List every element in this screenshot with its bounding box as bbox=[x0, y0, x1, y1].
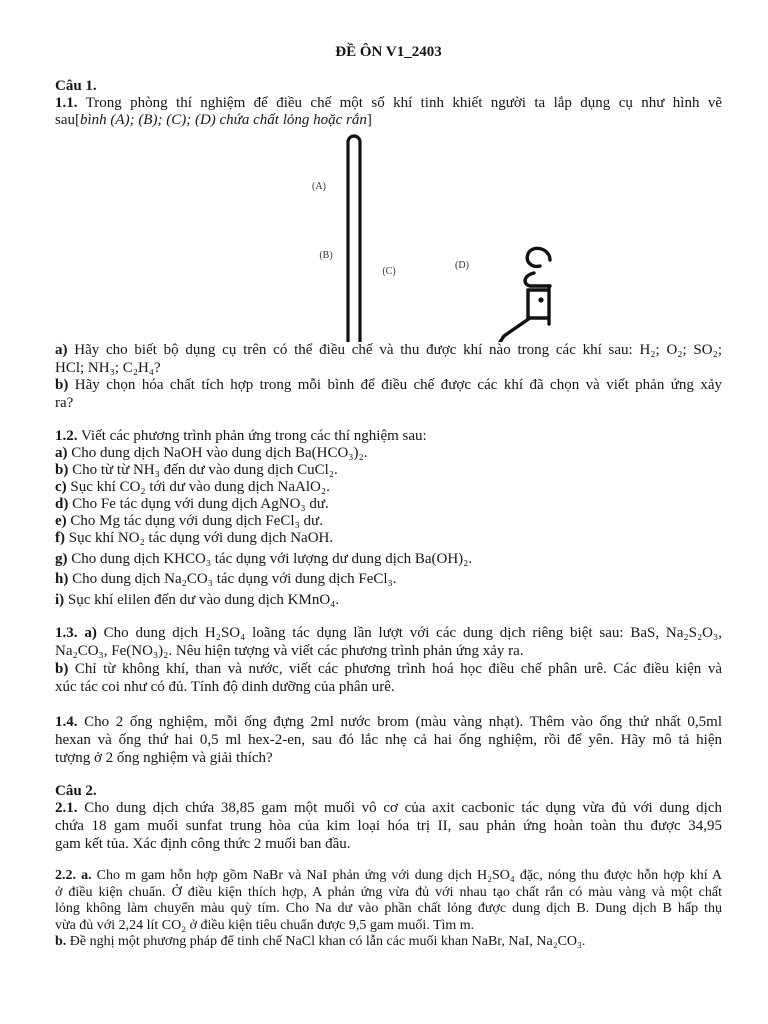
flask-hook bbox=[527, 248, 550, 266]
question-1-3 bbox=[55, 624, 722, 696]
figure-label-b: (B) bbox=[319, 250, 333, 261]
text-line: tượng ở 2 ống nghiệm và giải thích? bbox=[55, 750, 273, 766]
apparatus-figure bbox=[0, 128, 768, 342]
item-text: Cho Fe tác dụng với dung dịch AgNO₃ dư. bbox=[72, 496, 329, 512]
item-label: 1.2. bbox=[55, 428, 78, 444]
question-2-2 bbox=[55, 868, 722, 951]
text-line bbox=[55, 377, 722, 395]
list-item bbox=[55, 479, 722, 496]
item-label: 1.1. bbox=[55, 95, 78, 111]
item-label: g) bbox=[55, 550, 68, 567]
item-label: c) bbox=[55, 479, 67, 495]
text-line: lỏng không làm chuyển màu quỳ tím. Cho Na dư vào phần chất lỏng được dung dịch B. Dung dịch B hấp thụ bbox=[55, 901, 722, 916]
line-text: Chỉ từ không khí, than và nước, viết các phương trình hoá học điều chế phân urê. Các điều kiện và bbox=[74, 661, 723, 677]
text-line bbox=[55, 660, 722, 678]
text-line bbox=[55, 112, 722, 129]
line-text: Cho m gam hỗn hợp gồm NaBr và NaI phản ứng với dung dịch H₂SO₄ đặc, nóng thu được hỗn hợp khí A bbox=[96, 868, 723, 883]
item-text: Cho Mg tác dụng với dung dịch FeCl₃ dư. bbox=[70, 513, 323, 529]
figure-label-c: (C) bbox=[382, 266, 396, 277]
list-item bbox=[55, 513, 722, 530]
item-label: b) bbox=[55, 661, 69, 677]
text-line: ra? bbox=[55, 394, 74, 411]
item-label: a) bbox=[55, 342, 68, 358]
tube-drawing bbox=[348, 136, 360, 342]
flask-neck bbox=[500, 318, 530, 342]
text-line: Na₂CO₃, Fe(NO₃)₂. Nêu hiện tượng và viết các phương trình phản ứng xảy ra. bbox=[55, 643, 524, 659]
text-line bbox=[55, 713, 722, 731]
item-label: 1.3. a) bbox=[55, 625, 97, 641]
line-text: Hãy chọn hóa chất tích hợp trong mỗi bình để điều chế được các khí đã chọn và viết phản ứng xảy bbox=[74, 377, 723, 393]
question-1-4 bbox=[55, 713, 722, 767]
text-line bbox=[55, 95, 722, 112]
flask-stopper-dot bbox=[538, 297, 543, 302]
flask-curl bbox=[525, 273, 550, 286]
item-label: b. bbox=[55, 934, 67, 949]
text-line bbox=[55, 934, 722, 951]
item-text: Sục khí NO₂ tác dụng với dung dịch NaOH. bbox=[68, 530, 334, 546]
item-label: a) bbox=[55, 445, 68, 461]
text-line: gam kết tủa. Xác định công thức 2 muối ban đầu. bbox=[55, 836, 351, 852]
figure-label-d: (D) bbox=[455, 260, 469, 271]
question-1-1 bbox=[55, 95, 722, 129]
question-1-1-b bbox=[55, 377, 722, 412]
line-text: Đề nghị một phương pháp để tinh chế NaCl khan có lẫn các muối khan NaBr, NaI, Na₂CO₃. bbox=[69, 934, 586, 949]
text-line: HCl; NH₃; C₂H₄? bbox=[55, 359, 161, 376]
question-2-heading: Câu 2. bbox=[55, 783, 97, 799]
list-item bbox=[55, 592, 722, 609]
text-line bbox=[55, 624, 722, 642]
text-line: ở điều kiện chuẩn. Ở điều kiện thích hợp, A phản ứng vừa đủ với nhau tạo chất rắn có màu vàng và một chất bbox=[55, 884, 722, 900]
item-text: Cho dung dịch NaOH vào dung dịch Ba(HCO₃)₂. bbox=[71, 445, 368, 461]
question-1-heading: Câu 1. bbox=[55, 78, 97, 94]
item-text: Sục khí CO₂ tới dư vào dung dịch NaAlO₂. bbox=[70, 479, 330, 495]
document-title: ĐỀ ÔN V1_2403 bbox=[335, 44, 442, 60]
list-item bbox=[55, 496, 722, 513]
item-label: b) bbox=[55, 462, 69, 478]
text-line bbox=[55, 868, 722, 885]
text-line bbox=[55, 342, 722, 360]
line-text: sau[ bbox=[55, 112, 80, 128]
text-line bbox=[55, 799, 722, 817]
list-item bbox=[55, 551, 722, 568]
item-label: 1.4. bbox=[55, 714, 78, 730]
bracket-note: bình (A); (B); (C); (D) chứa chất lỏng hoặc rắn bbox=[80, 112, 367, 128]
item-label: h) bbox=[55, 571, 69, 587]
list-item bbox=[55, 571, 722, 588]
text-line bbox=[55, 428, 722, 445]
flask-drawing bbox=[500, 248, 550, 342]
list-item bbox=[55, 530, 722, 547]
item-text: Cho dung dịch Na₂CO₃ tác dụng với dung dịch FeCl₃. bbox=[72, 571, 397, 587]
text-line: xúc tác coi như có đủ. Tính độ dinh dưỡng của phân urê. bbox=[55, 679, 395, 695]
line-text: Cho 2 ống nghiệm, mỗi ống đựng 2ml nước brom (màu vàng nhạt). Thêm vào ống thứ nhất 0,5ml bbox=[84, 714, 723, 730]
item-label: b) bbox=[55, 377, 69, 393]
line-text: Trong phòng thí nghiệm để điều chế một số khí tinh khiết người ta lắp dụng cụ như hình vẽ bbox=[85, 95, 722, 111]
item-text: Cho từ từ NH₃ đến dư vào dung dịch CuCl₂. bbox=[72, 462, 338, 478]
figure-label-a: (A) bbox=[312, 181, 326, 192]
question-1-2 bbox=[55, 428, 722, 609]
list-item bbox=[55, 462, 722, 479]
line-text: Cho dung dịch H₂SO₄ loãng tác dụng lần lượt với các dung dịch riêng biệt sau: BaS, Na₂S₂O₃, bbox=[103, 625, 722, 641]
text-line: hexan và ống thứ hai 0,5 ml hex-2-en, sau đó lắc nhẹ cả hai ống nghiệm, rồi để yên. Hãy mô tả hiện bbox=[55, 732, 722, 748]
item-text: Cho dung dịch KHCO₃ tác dụng với lượng dư dung dịch Ba(OH)₂. bbox=[71, 550, 473, 567]
item-label: f) bbox=[55, 530, 65, 546]
question-2-1 bbox=[55, 799, 722, 853]
text-line: chứa 18 gam muối sunfat trung hòa của kim loại hóa trị II, sau phản ứng hoàn toàn thu được 34,95 bbox=[55, 818, 722, 834]
item-label: i) bbox=[55, 591, 65, 608]
line-text: Viết các phương trình phản ứng trong các thí nghiệm sau: bbox=[80, 428, 427, 444]
line-text: Hãy cho biết bộ dụng cụ trên có thể điều chế và thu được khí nào trong các khí sau: H₂; O₂; SO₂; bbox=[74, 342, 723, 358]
item-text: Sục khí elilen đến dư vào dung dịch KMnO₄. bbox=[67, 591, 340, 608]
question-1-1-a bbox=[55, 342, 722, 377]
line-text: Cho dung dịch chứa 38,85 gam một muối vô cơ của axit cacbonic tác dụng vừa đủ với dung dịch bbox=[84, 800, 722, 816]
item-label: 2.2. a. bbox=[55, 868, 92, 883]
item-label: d) bbox=[55, 496, 69, 512]
item-label: e) bbox=[55, 513, 67, 529]
item-label: 2.1. bbox=[55, 800, 78, 816]
list-item bbox=[55, 445, 722, 462]
line-text: ] bbox=[366, 112, 372, 128]
text-line: vừa đủ với 2,24 lít CO₂ ở điều kiện tiêu chuẩn được 9,5 gam muối. Tìm m. bbox=[55, 917, 475, 933]
